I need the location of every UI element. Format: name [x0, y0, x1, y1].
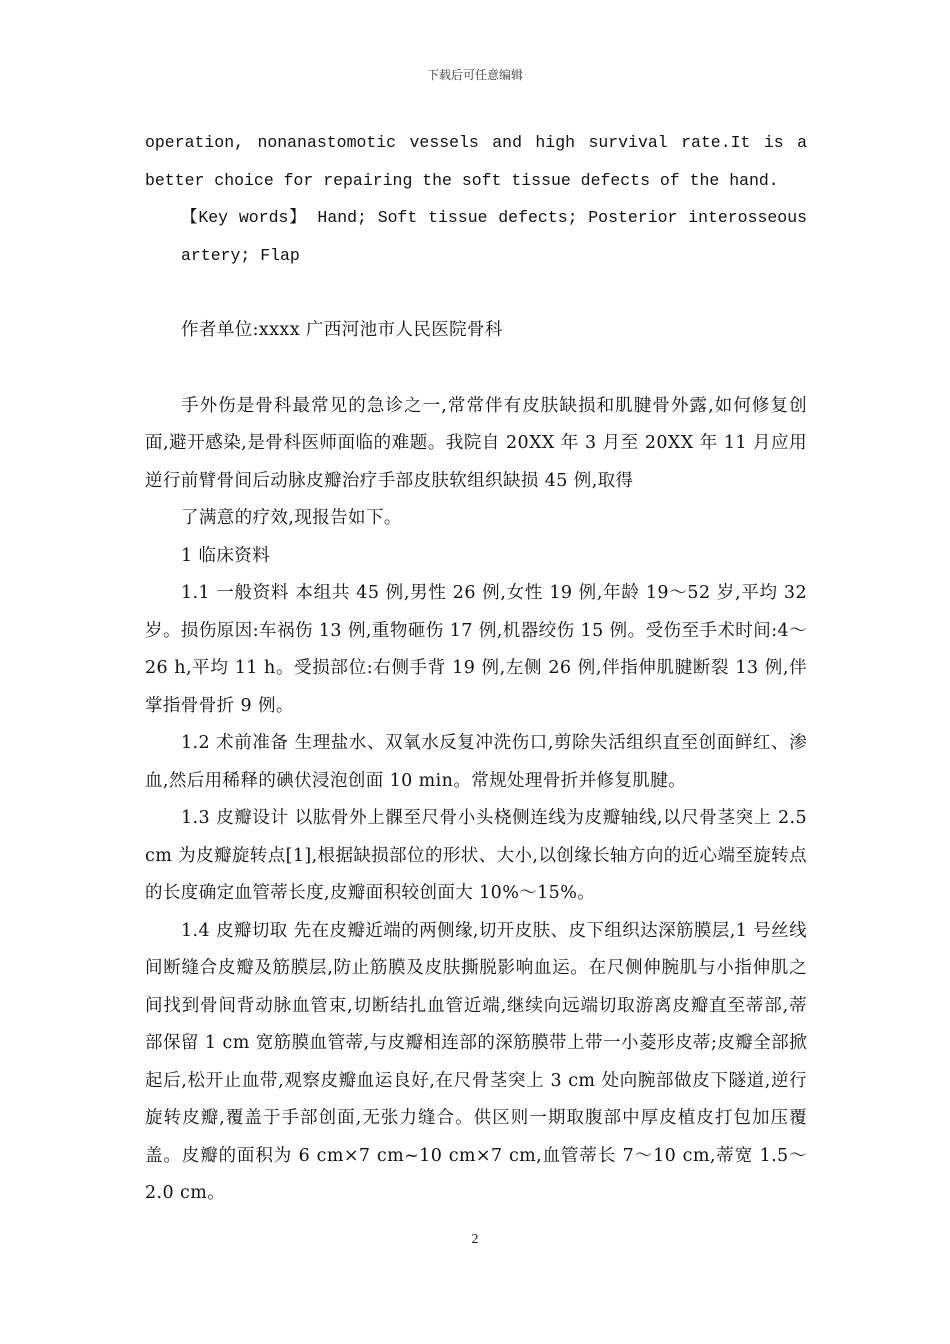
page-header: 下载后可任意编辑 — [426, 68, 523, 82]
page-content — [145, 124, 807, 1213]
paragraph-1-4: 1.4 皮瓣切取 先在皮瓣近端的两侧缘,切开皮肤、皮下组织达深筋膜层,1 号丝线间断缝合皮瓣及筋膜层,防止筋膜及皮肤撕脱影响血运。在尺侧伸腕肌与小指伸肌之间找到骨间背动脉血管束,切断结扎血管近端,继续向远端切取游离皮瓣直至蒂部,蒂部保留 1 cm 宽筋膜血管蒂,与皮瓣相连部的深筋膜带上带一小菱形皮蒂;皮瓣全部掀起后,松开止血带,观察皮瓣血运良好,在尺骨茎突上 3 cm 处向腕部做皮下隧道,逆行旋转皮瓣,覆盖于手部创面,无张力缝合。供区则一期取腹部中厚皮植皮打包加压覆盖。皮瓣的面积为 6 cm×7 cm~10 cm×7 cm,血管蒂长 7～10 cm,蒂宽 1.5～2.0 cm。 — [145, 920, 807, 1203]
section-1-title: 1 临床资料 — [181, 545, 271, 566]
page-number: 2 — [471, 1232, 479, 1247]
paragraph-1-2: 1.2 术前准备 生理盐水、双氧水反复冲洗伤口,剪除失活组织直至创面鲜红、渗血,然后用稀释的碘伏浸泡创面 10 min。常规处理骨折并修复肌腱。 — [145, 733, 807, 791]
intro-paragraph: 手外伤是骨科最常见的急诊之一,常常伴有皮肤缺损和肌腱骨外露,如何修复创面,避开感染,是骨科医师面临的难题。我院自 20XX 年 3 月至 20XX 年 11 月应用逆行前臂骨间后动脉皮瓣治疗手部皮肤软组织缺损 45 例,取得 — [145, 395, 807, 491]
author-unit: 作者单位:xxxx 广西河池市人民医院骨科 — [181, 320, 503, 340]
abstract-en-line-1: operation, nonanastomotic vessels and high survival rate.It is a — [145, 133, 807, 152]
keywords-line-1: 【Key words】 Hand; Soft tissue defects; Posterior interosseous — [181, 208, 807, 227]
abstract-en — [145, 124, 807, 199]
abstract-en-line-2: better choice for repairing the soft tissue defects of the hand. — [145, 170, 779, 190]
keywords-line-2: artery; Flap — [181, 245, 300, 265]
paragraph-1-3: 1.3 皮瓣设计 以肱骨外上髁至尺骨小头桡侧连线为皮瓣轴线,以尺骨茎突上 2.5 cm 为皮瓣旋转点[1],根据缺损部位的形状、大小,以创缘长轴方向的近心端至旋转点的长度确定血管蒂长度,皮瓣面积较创面大 10%～15%。 — [145, 808, 807, 903]
keywords-paragraph — [145, 199, 807, 274]
intro-continuation: 了满意的疗效,现报告如下。 — [181, 508, 402, 528]
paragraph-1-1: 1.1 一般资料 本组共 45 例,男性 26 例,女性 19 例,年龄 19～52 岁,平均 32 岁。损伤原因:车祸伤 13 例,重物砸伤 17 例,机器绞伤 15 例。受伤至手术时间:4～26 h,平均 11 h。受损部位:右侧手背 19 例,左侧 26 例,伴指伸肌腱断裂 13 例,伴掌指骨骨折 9 例。 — [145, 583, 807, 716]
